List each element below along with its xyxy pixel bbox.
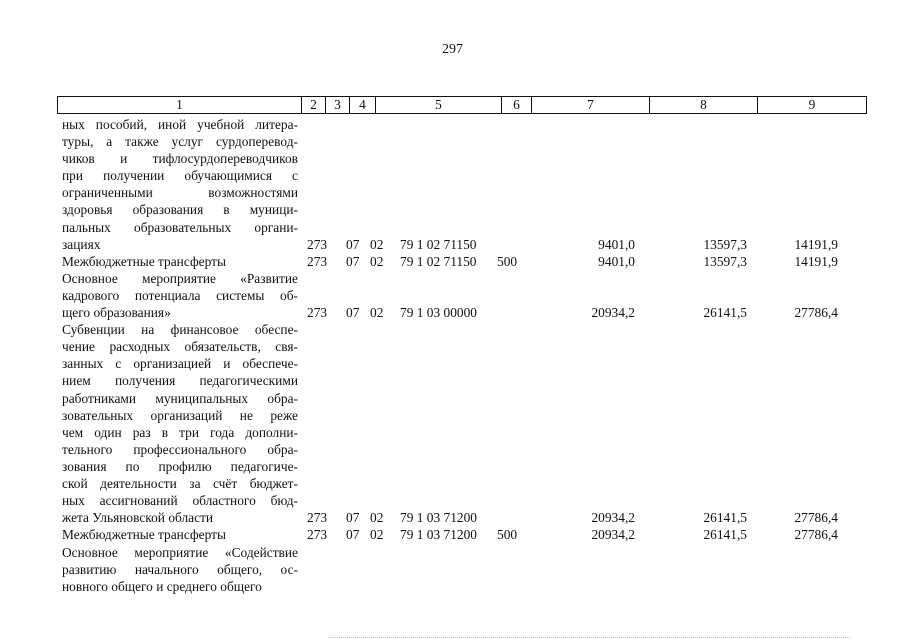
description-line: Основное мероприятие «Развитие [62, 270, 298, 286]
description-line: тельного профессионального обра- [62, 441, 298, 457]
description-line: Межбюджетные трансферты [62, 527, 226, 543]
description-line: жета Ульяновской области [62, 510, 214, 526]
cell-col-3: 07 [346, 527, 360, 543]
cell-col-7: 20934,2 [591, 510, 635, 526]
cell-col-4: 02 [370, 527, 384, 543]
row-description [62, 253, 298, 270]
description-line: туры, а также услуг сурдоперевод- [62, 134, 298, 150]
cell-col-4: 02 [370, 253, 384, 269]
row-description [62, 321, 298, 526]
description-line: щего образования» [62, 305, 171, 321]
cell-col-4: 02 [370, 305, 384, 321]
cell-col-8: 13597,3 [703, 253, 747, 269]
cell-col-3: 07 [346, 510, 360, 526]
column-header-7: 7 [532, 97, 650, 114]
page-bottom-divider [330, 634, 850, 638]
description-line: пальных образовательных органи- [62, 219, 298, 235]
description-line: зациях [62, 236, 101, 252]
cell-col-8: 26141,5 [703, 305, 747, 321]
cell-col-5: 79 1 02 71150 [400, 236, 477, 252]
description-line: чиков и тифлосурдопереводчиков [62, 151, 298, 167]
cell-col-9: 27786,4 [794, 305, 838, 321]
cell-col-4: 02 [370, 236, 384, 252]
cell-col-3: 07 [346, 305, 360, 321]
description-line: зовательных организаций не реже [62, 407, 298, 423]
cell-col-6: 500 [497, 253, 518, 269]
description-line: при получении обучающимися с [62, 168, 298, 184]
description-line: кадрового потенциала системы об- [62, 287, 298, 303]
column-header-2: 2 [302, 97, 326, 114]
column-header-6: 6 [502, 97, 532, 114]
cell-col-3: 07 [346, 236, 360, 252]
cell-col-2: 273 [307, 253, 328, 269]
cell-col-5: 79 1 03 71200 [400, 527, 477, 543]
column-header-3: 3 [326, 97, 350, 114]
cell-col-7: 9401,0 [598, 236, 635, 252]
cell-col-2: 273 [307, 527, 328, 543]
description-line: Субвенции на финансовое обеспе- [62, 322, 298, 338]
cell-col-7: 20934,2 [591, 527, 635, 543]
description-line: ограниченными возможностями [62, 185, 298, 201]
cell-col-5: 79 1 03 00000 [400, 305, 477, 321]
cell-col-2: 273 [307, 305, 328, 321]
cell-col-9: 27786,4 [794, 527, 838, 543]
description-line: занных с организацией и обеспече- [62, 356, 298, 372]
cell-col-5: 79 1 02 71150 [400, 253, 477, 269]
description-line: чем один раз в три года дополни- [62, 424, 298, 440]
description-line: Межбюджетные трансферты [62, 253, 226, 269]
cell-col-4: 02 [370, 510, 384, 526]
description-line: ской деятельности за счёт бюджет- [62, 476, 298, 492]
description-line: нием получения педагогическими [62, 373, 298, 389]
description-line: зования по профилю педагогиче- [62, 458, 298, 474]
cell-col-9: 27786,4 [794, 510, 838, 526]
description-line: работниками муниципальных обра- [62, 390, 298, 406]
description-line: новного общего и среднего общего [62, 578, 262, 594]
cell-col-9: 14191,9 [794, 253, 838, 269]
cell-col-9: 14191,9 [794, 236, 838, 252]
cell-col-8: 26141,5 [703, 510, 747, 526]
row-description [62, 270, 298, 321]
column-header-9: 9 [758, 97, 867, 114]
column-header-4: 4 [350, 97, 376, 114]
row-description [62, 544, 298, 595]
description-line: ных пособий, иной учебной литера- [62, 117, 298, 132]
description-line: здоровья образования в муници- [62, 202, 298, 218]
cell-col-5: 79 1 03 71200 [400, 510, 477, 526]
cell-col-6: 500 [497, 527, 518, 543]
description-line: ных ассигнований областного бюд- [62, 493, 298, 509]
cell-col-8: 13597,3 [703, 236, 747, 252]
cell-col-2: 273 [307, 236, 328, 252]
description-line: развитию начального общего, ос- [62, 561, 298, 577]
cell-col-2: 273 [307, 510, 328, 526]
page-number: 297 [442, 42, 463, 57]
description-line: Основное мероприятие «Содействие [62, 544, 298, 560]
column-header-1: 1 [58, 97, 302, 114]
cell-col-7: 20934,2 [591, 305, 635, 321]
cell-col-3: 07 [346, 253, 360, 269]
row-description [62, 526, 298, 543]
description-line: чение расходных обязательств, свя- [62, 339, 298, 355]
column-header-5: 5 [376, 97, 502, 114]
cell-col-8: 26141,5 [703, 527, 747, 543]
column-header-8: 8 [650, 97, 758, 114]
cell-col-7: 9401,0 [598, 253, 635, 269]
row-description [62, 116, 298, 253]
